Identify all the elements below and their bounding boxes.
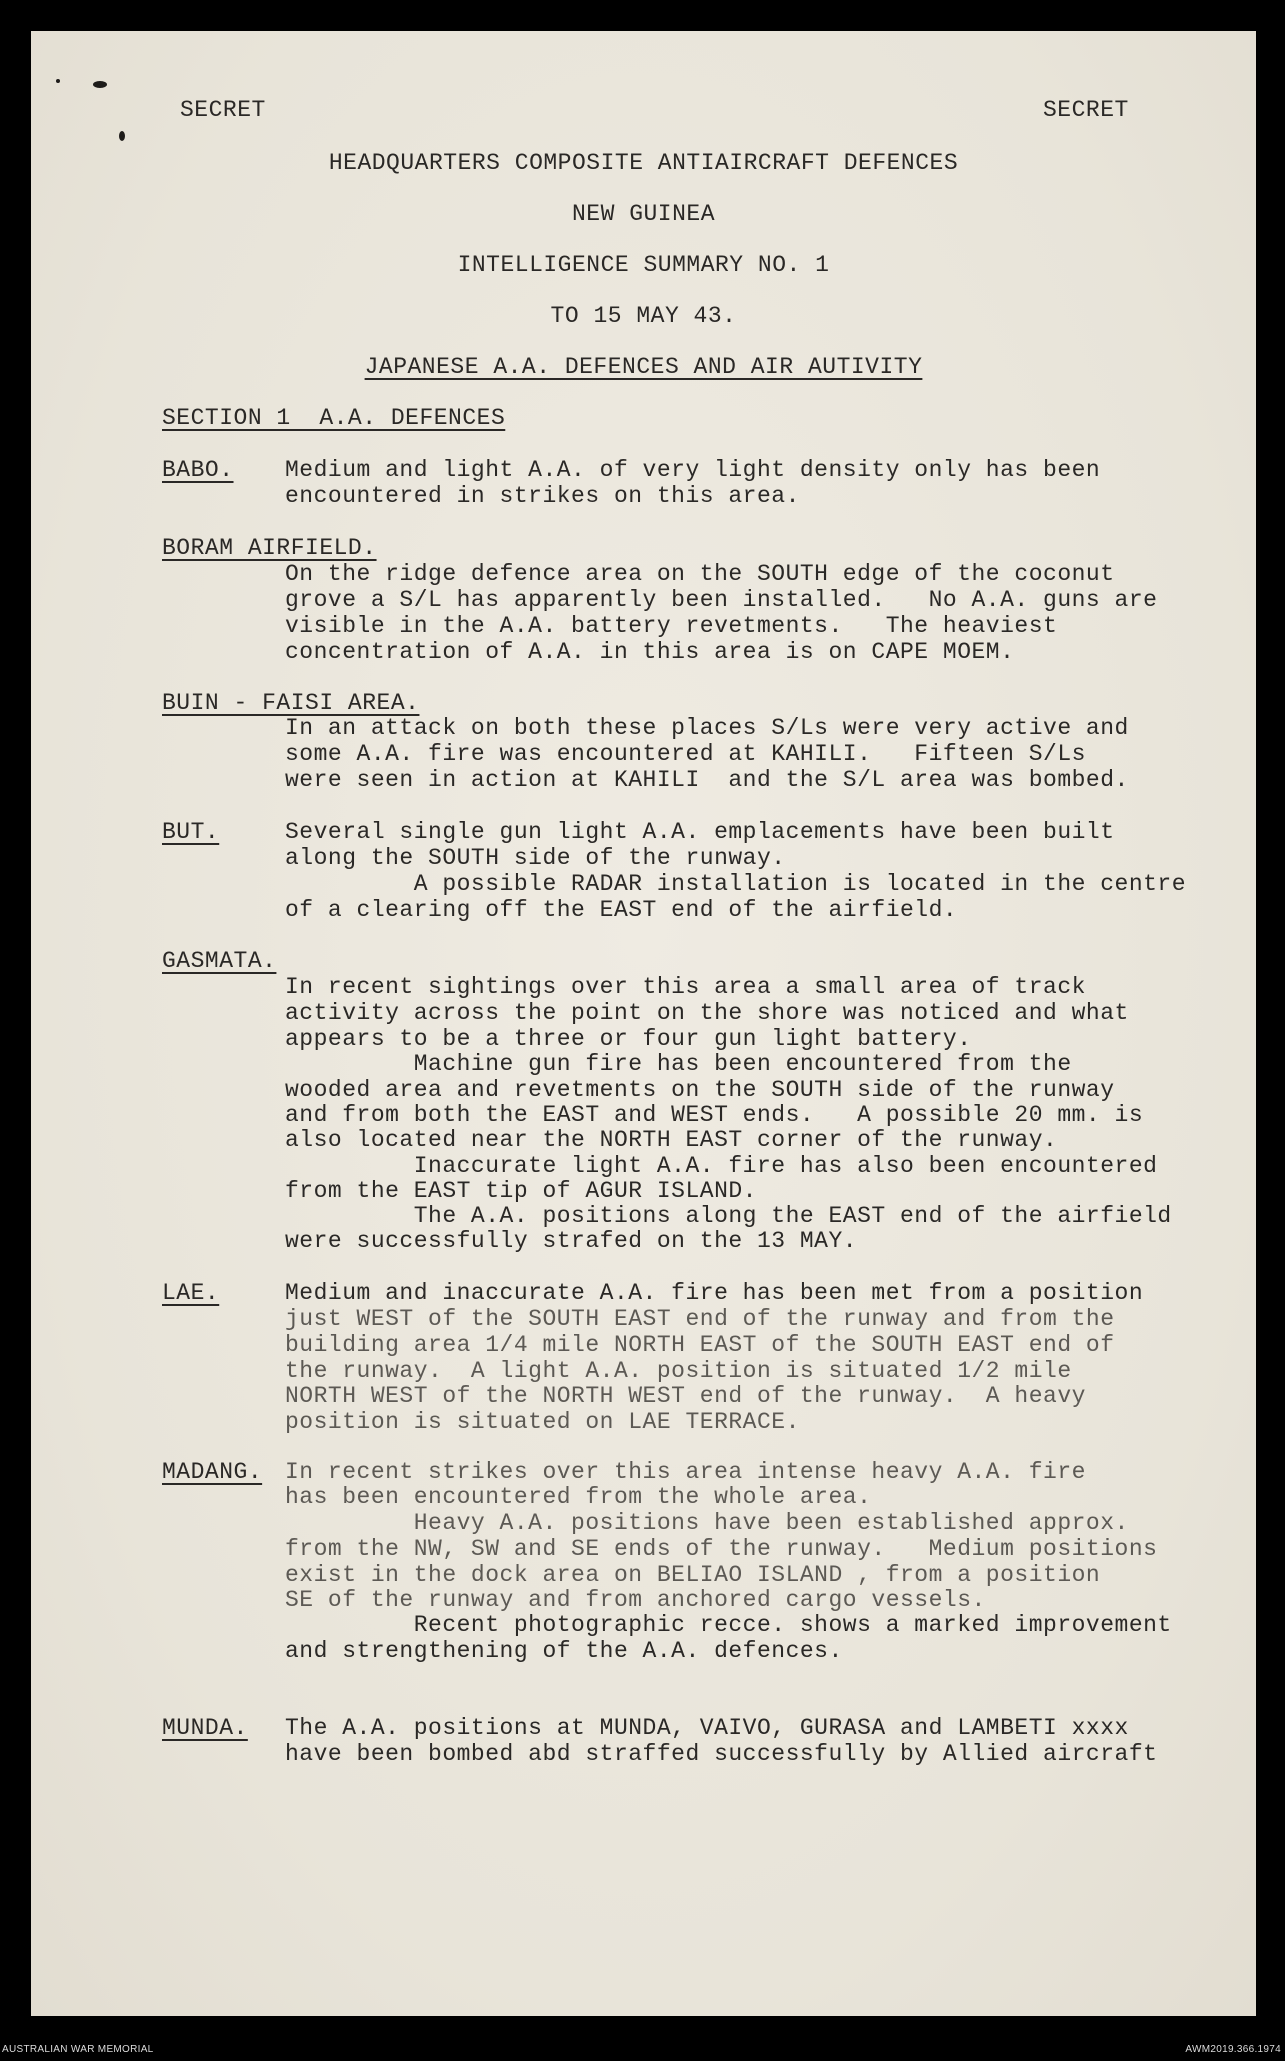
entry-line: has been encountered from the whole area. bbox=[285, 1484, 872, 1510]
entry-line: concentration of A.A. in this area is on CAPE MOEM. bbox=[285, 639, 1015, 665]
entry-line: just WEST of the SOUTH EAST end of the runway and from the bbox=[285, 1306, 1115, 1332]
entry-line: encountered in strikes on this area. bbox=[285, 483, 800, 509]
entry-line: appears to be a three or four gun light battery. bbox=[285, 1026, 972, 1052]
document-title-line1: HEADQUARTERS COMPOSITE ANTIAIRCRAFT DEFENCES bbox=[328, 150, 959, 176]
entry-line: were seen in action at KAHILI and the S/L area was bombed. bbox=[285, 767, 1129, 793]
entry-line: Several single gun light A.A. emplacements have been built bbox=[285, 819, 1115, 845]
paper-page bbox=[31, 31, 1256, 2016]
entry-line: some A.A. fire was encountered at KAHILI. Fifteen S/Ls bbox=[285, 741, 1086, 767]
entry-line: from the EAST tip of AGUR ISLAND. bbox=[285, 1178, 757, 1204]
archive-reference: AWM2019.366.1974 bbox=[1185, 2044, 1281, 2055]
entry-label-gasmata: GASMATA. bbox=[162, 948, 277, 974]
document-subject-line bbox=[31, 354, 1256, 380]
entry-line: Inaccurate light A.A. fire has also been encountered bbox=[285, 1153, 1158, 1179]
entry-line: of a clearing off the EAST end of the airfield. bbox=[285, 897, 958, 923]
entry-line: The A.A. positions along the EAST end of the airfield bbox=[285, 1203, 1172, 1229]
entry-line: In an attack on both these places S/Ls were very active and bbox=[285, 715, 1129, 741]
entry-line: Machine gun fire has been encountered from the bbox=[285, 1051, 1072, 1077]
entry-line: The A.A. positions at MUNDA, VAIVO, GURASA and LAMBETI xxxx bbox=[285, 1715, 1129, 1741]
entry-line: Medium and inaccurate A.A. fire has been met from a position bbox=[285, 1280, 1144, 1306]
entry-label-babo: BABO. bbox=[162, 457, 234, 483]
entry-line: In recent sightings over this area a small area of track bbox=[285, 974, 1086, 1000]
security-marking-left: SECRET bbox=[180, 97, 266, 123]
entry-line: were successfully strafed on the 13 MAY. bbox=[285, 1228, 858, 1254]
entry-label-buin-faisi-area: BUIN - FAISI AREA. bbox=[162, 690, 420, 716]
ink-mark bbox=[56, 79, 60, 83]
entry-line: from the NW, SW and SE ends of the runway. Medium positions bbox=[285, 1536, 1158, 1562]
entry-line: and from both the EAST and WEST ends. A possible 20 mm. is bbox=[285, 1102, 1144, 1128]
entry-line: the runway. A light A.A. position is situated 1/2 mile bbox=[285, 1358, 1072, 1384]
entry-line: building area 1/4 mile NORTH EAST of the SOUTH EAST end of bbox=[285, 1332, 1115, 1358]
entry-line: Medium and light A.A. of very light density only has been bbox=[285, 457, 1101, 483]
entry-line: exist in the dock area on BELIAO ISLAND , from a position bbox=[285, 1562, 1101, 1588]
entry-line: A possible RADAR installation is located in the centre bbox=[285, 871, 1187, 897]
ink-mark bbox=[119, 131, 125, 141]
entry-line: position is situated on LAE TERRACE. bbox=[285, 1409, 800, 1435]
entry-line: Heavy A.A. positions have been established approx. bbox=[285, 1510, 1129, 1536]
ink-mark bbox=[93, 81, 107, 88]
security-marking-right: SECRET bbox=[1043, 97, 1129, 123]
document-title-line3: INTELLIGENCE SUMMARY NO. 1 bbox=[457, 252, 830, 278]
entry-line: NORTH WEST of the NORTH WEST end of the runway. A heavy bbox=[285, 1383, 1086, 1409]
section-heading: SECTION 1 A.A. DEFENCES bbox=[162, 405, 506, 431]
document-subject: JAPANESE A.A. DEFENCES AND AIR AUTIVITY bbox=[364, 354, 923, 380]
entry-line: Recent photographic recce. shows a marked improvement bbox=[285, 1612, 1172, 1638]
entry-label-munda: MUNDA. bbox=[162, 1715, 248, 1741]
entry-line: along the SOUTH side of the runway. bbox=[285, 845, 786, 871]
entry-line: wooded area and revetments on the SOUTH side of the runway bbox=[285, 1077, 1115, 1103]
entry-line: visible in the A.A. battery revetments. The heaviest bbox=[285, 613, 1058, 639]
entry-line: grove a S/L has apparently been installed. No A.A. guns are bbox=[285, 587, 1158, 613]
entry-label-lae: LAE. bbox=[162, 1280, 220, 1306]
entry-label-boram-airfield: BORAM AIRFIELD. bbox=[162, 535, 377, 561]
entry-line: have been bombed abd straffed successfully by Allied aircraft bbox=[285, 1741, 1158, 1767]
entry-line: On the ridge defence area on the SOUTH edge of the coconut bbox=[285, 561, 1115, 587]
document-date-line: TO 15 MAY 43. bbox=[550, 303, 737, 329]
entry-label-but: BUT. bbox=[162, 819, 220, 845]
entry-line: In recent strikes over this area intense heavy A.A. fire bbox=[285, 1459, 1086, 1485]
document-title-line2: NEW GUINEA bbox=[571, 201, 716, 227]
entry-line: also located near the NORTH EAST corner of the runway. bbox=[285, 1127, 1058, 1153]
entry-line: and strengthening of the A.A. defences. bbox=[285, 1638, 843, 1664]
entry-line: SE of the runway and from anchored cargo vessels. bbox=[285, 1587, 986, 1613]
entry-line: activity across the point on the shore was noticed and what bbox=[285, 1000, 1129, 1026]
archive-credit: AUSTRALIAN WAR MEMORIAL bbox=[2, 2044, 154, 2055]
entry-label-madang: MADANG. bbox=[162, 1459, 263, 1485]
